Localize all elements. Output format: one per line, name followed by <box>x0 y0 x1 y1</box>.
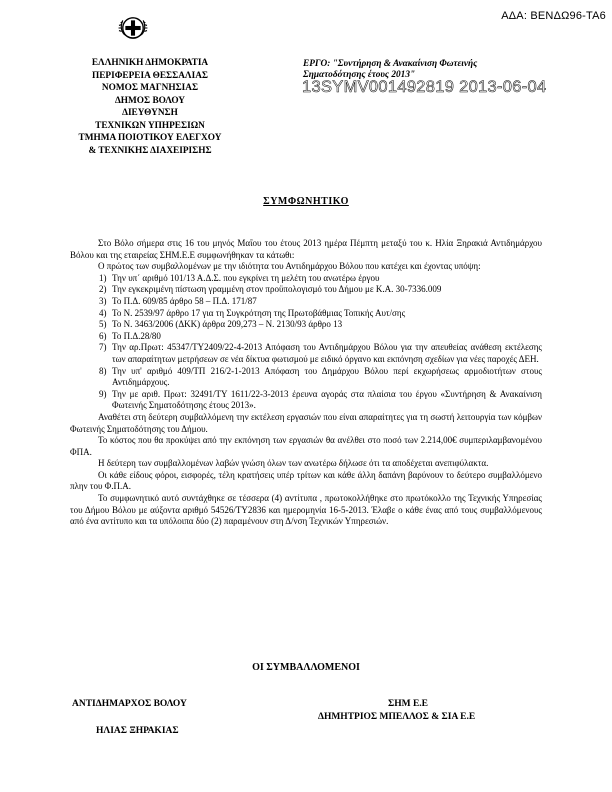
item-number: 7) <box>99 342 107 353</box>
ada-code: ΑΔΑ: ΒΕΝΔΩ96-ΤΑ6 <box>501 10 606 22</box>
taxes-paragraph: Οι κάθε είδους φόροι, εισφορές, τέλη κρατήσεις υπέρ τρίτων και κάθε άλλη δαπάνη βαρύνουν το δεύτερο συμβαλλόμενο πλην του Φ.Π.Α. <box>70 469 542 492</box>
project-line: ΕΡΓΟ: "Συντήρηση & Ανακαίνιση Φωτεινής <box>303 59 478 69</box>
list-item <box>70 273 542 285</box>
item-text: Την εγκεκριμένη πίστωση γραμμένη στον προϋπολογισμό του Δήμου με Κ.Α. 30-7336.009 <box>112 284 442 295</box>
item-text: Την αρ.Πρωτ: 45347/ΤΥ2409/22-4-2013 Απόφαση του Αντιδημάρχου Βόλου για την απευθείας ανάθεση εκτέλεσης των απαραίτητων μετρήσεων σε νέα δίκτυα φωτισμού με ειδικό όργανο και εκπόνηση σχεδίων για νέες παροχές ΔΕΗ. <box>112 342 542 364</box>
authority-line: ΔΙΕΥΘΥΝΣΗ <box>122 108 178 118</box>
signatory-role-left: ΑΝΤΙΔΗΜΑΡΧΟΣ ΒΟΛΟΥ <box>72 699 187 709</box>
cost-paragraph: Το κόστος που θα προκύψει από την εκπόνηση των εργασιών θα ανέλθει στο ποσό των 2.214,00€ συμπεριλαμβανομένου ΦΠΑ. <box>70 435 542 457</box>
list-item <box>70 331 542 343</box>
list-item <box>70 389 542 412</box>
issuing-authority <box>40 57 260 157</box>
authority-line: ΔΗΜΟΣ ΒΟΛΟΥ <box>114 95 186 106</box>
item-number: 6) <box>99 330 107 341</box>
document-body <box>70 238 542 528</box>
authority-line: ΝΟΜΟΣ ΜΑΓΝΗΣΙΑΣ <box>101 83 199 93</box>
item-number: 2) <box>99 284 107 295</box>
item-number: 4) <box>99 307 107 318</box>
authority-line: ΕΛΛΗΝΙΚΗ ΔΗΜΟΚΡΑΤΙΑ <box>91 58 209 68</box>
list-item <box>70 284 542 296</box>
item-text: Το Ν. 3463/2006 (ΔΚΚ) άρθρα 209,273 – Ν. 2130/93 άρθρο 13 <box>112 319 343 330</box>
item-number: 8) <box>99 365 107 376</box>
document-title: ΣΥΜΦΩΝΗΤΙΚΟ <box>263 196 349 207</box>
item-text: Την υπ΄ αριθμό 101/13 Α.Δ.Σ. που εγκρίνει τη μελέτη του ανωτέρω έργου <box>112 272 380 283</box>
list-item <box>70 296 542 308</box>
item-text: Το Π.Δ. 609/85 άρθρο 58 – Π.Δ. 171/87 <box>112 295 257 306</box>
item-number: 9) <box>99 388 107 399</box>
authority-line: ΠΕΡΙΦΕΡΕΙΑ ΘΕΣΣΑΛΙΑΣ <box>91 70 209 81</box>
item-number: 3) <box>99 295 107 306</box>
project-line: Σηματοδότησης έτους 2013" <box>303 70 416 80</box>
list-item <box>70 366 542 389</box>
registry-stamp: 13SYMV001492819 2013-06-04 <box>302 78 547 96</box>
copies-paragraph: Το συμφωνητικό αυτό συντάχθηκε σε τέσσερα (4) αντίτυπα , πρωτοκολλήθηκε στο πρωτόκολλο της Τεχνικής Υπηρεσίας του Δήμου Βόλου με αύξοντα αριθμό 54526/ΤΥ2836 και ημερομηνία 16-5-2013. Έλαβε ο κάθε ένας από τους συμβαλλόμενους από ένα αντίτυπο και τα υπόλοιπα δύο (2) παραμένουν στη Δ/νση Τεχνικών Υπηρεσιών. <box>70 493 542 527</box>
intro-paragraph: Στο Βόλο σήμερα στις 16 του μηνός Μαΐου του έτους 2013 ημέρα Πέμπτη μεταξύ του κ. Ηλία Ξηρακιά Αντιδημάρχου Βόλου και της εταιρείας ΣΗΜ.Ε.Ε συμφωνήθηκαν τα κάτωθι: <box>70 238 542 260</box>
assignment-paragraph: Αναθέτει στη δεύτερη συμβαλλόμενη την εκτέλεση εργασιών που είναι απαραίτητες για τη σωστή λειτουργία των κόμβων Φωτεινής Σηματοδότησης του Δήμου. <box>70 411 542 434</box>
item-text: Την υπ' αριθμό 409/ΤΠ 216/2-1-2013 Απόφαση του Δημάρχου Βόλου περί εκχωρήσεως αρμοδιοτήτων στους Αντιδημάρχους. <box>112 365 542 388</box>
list-item <box>70 342 542 365</box>
authority-line: ΤΜΗΜΑ ΠΟΙΟΤΙΚΟΥ ΕΛΕΓΧΟΥ <box>78 133 222 143</box>
authority-line: ΤΕΧΝΙΚΩΝ ΥΠΗΡΕΣΙΩΝ <box>95 120 205 131</box>
parties-heading: ΟΙ ΣΥΜΒΑΛΛΟΜΕΝΟΙ <box>252 662 360 673</box>
item-text: Το Ν. 2539/97 άρθρο 17 για τη Συγκρότηση της Πρωτοβάθμιας Τοπικής Αυτ/σης <box>112 307 406 318</box>
signatory-name-left: ΗΛΙΑΣ ΞΗΡΑΚΙΑΣ <box>96 726 179 736</box>
hellenic-republic-emblem-icon <box>116 11 150 45</box>
item-text: Το Π.Δ.28/80 <box>112 330 161 341</box>
list-item <box>70 319 542 331</box>
item-text: Την με αριθ. Πρωτ: 32491/ΤΥ 1611/22-3-2013 έρευνα αγοράς στα πλαίσια του έργου «Συντήρηση & Ανακαίνιση Φωτεινής Σηματοδότησης έτους 2013». <box>112 388 542 411</box>
first-party-paragraph: Ο πρώτος των συμβαλλομένων με την ιδιότητα του Αντιδημάρχου Βόλου που κατέχει και έχοντας υπόψη: <box>98 261 481 272</box>
item-number: 5) <box>99 319 107 330</box>
acceptance-paragraph: Η δεύτερη των συμβαλλομένων λαβών γνώση όλων των ανωτέρω δήλωσε ότι τα αποδέχεται ανεπιφύλακτα. <box>98 458 489 469</box>
signatory-company-right: ΣΗΜ Ε.Ε <box>388 699 428 709</box>
authority-line: & ΤΕΧΝΙΚΗΣ ΔΙΑΧΕΙΡΙΣΗΣ <box>88 145 212 156</box>
item-number: 1) <box>99 272 107 283</box>
signatory-name-right: ΔΗΜΗΤΡΙΟΣ ΜΠΕΛΛΟΣ & ΣΙΑ Ε.Ε <box>318 712 476 722</box>
considerations-list <box>70 273 542 412</box>
list-item <box>70 308 542 320</box>
